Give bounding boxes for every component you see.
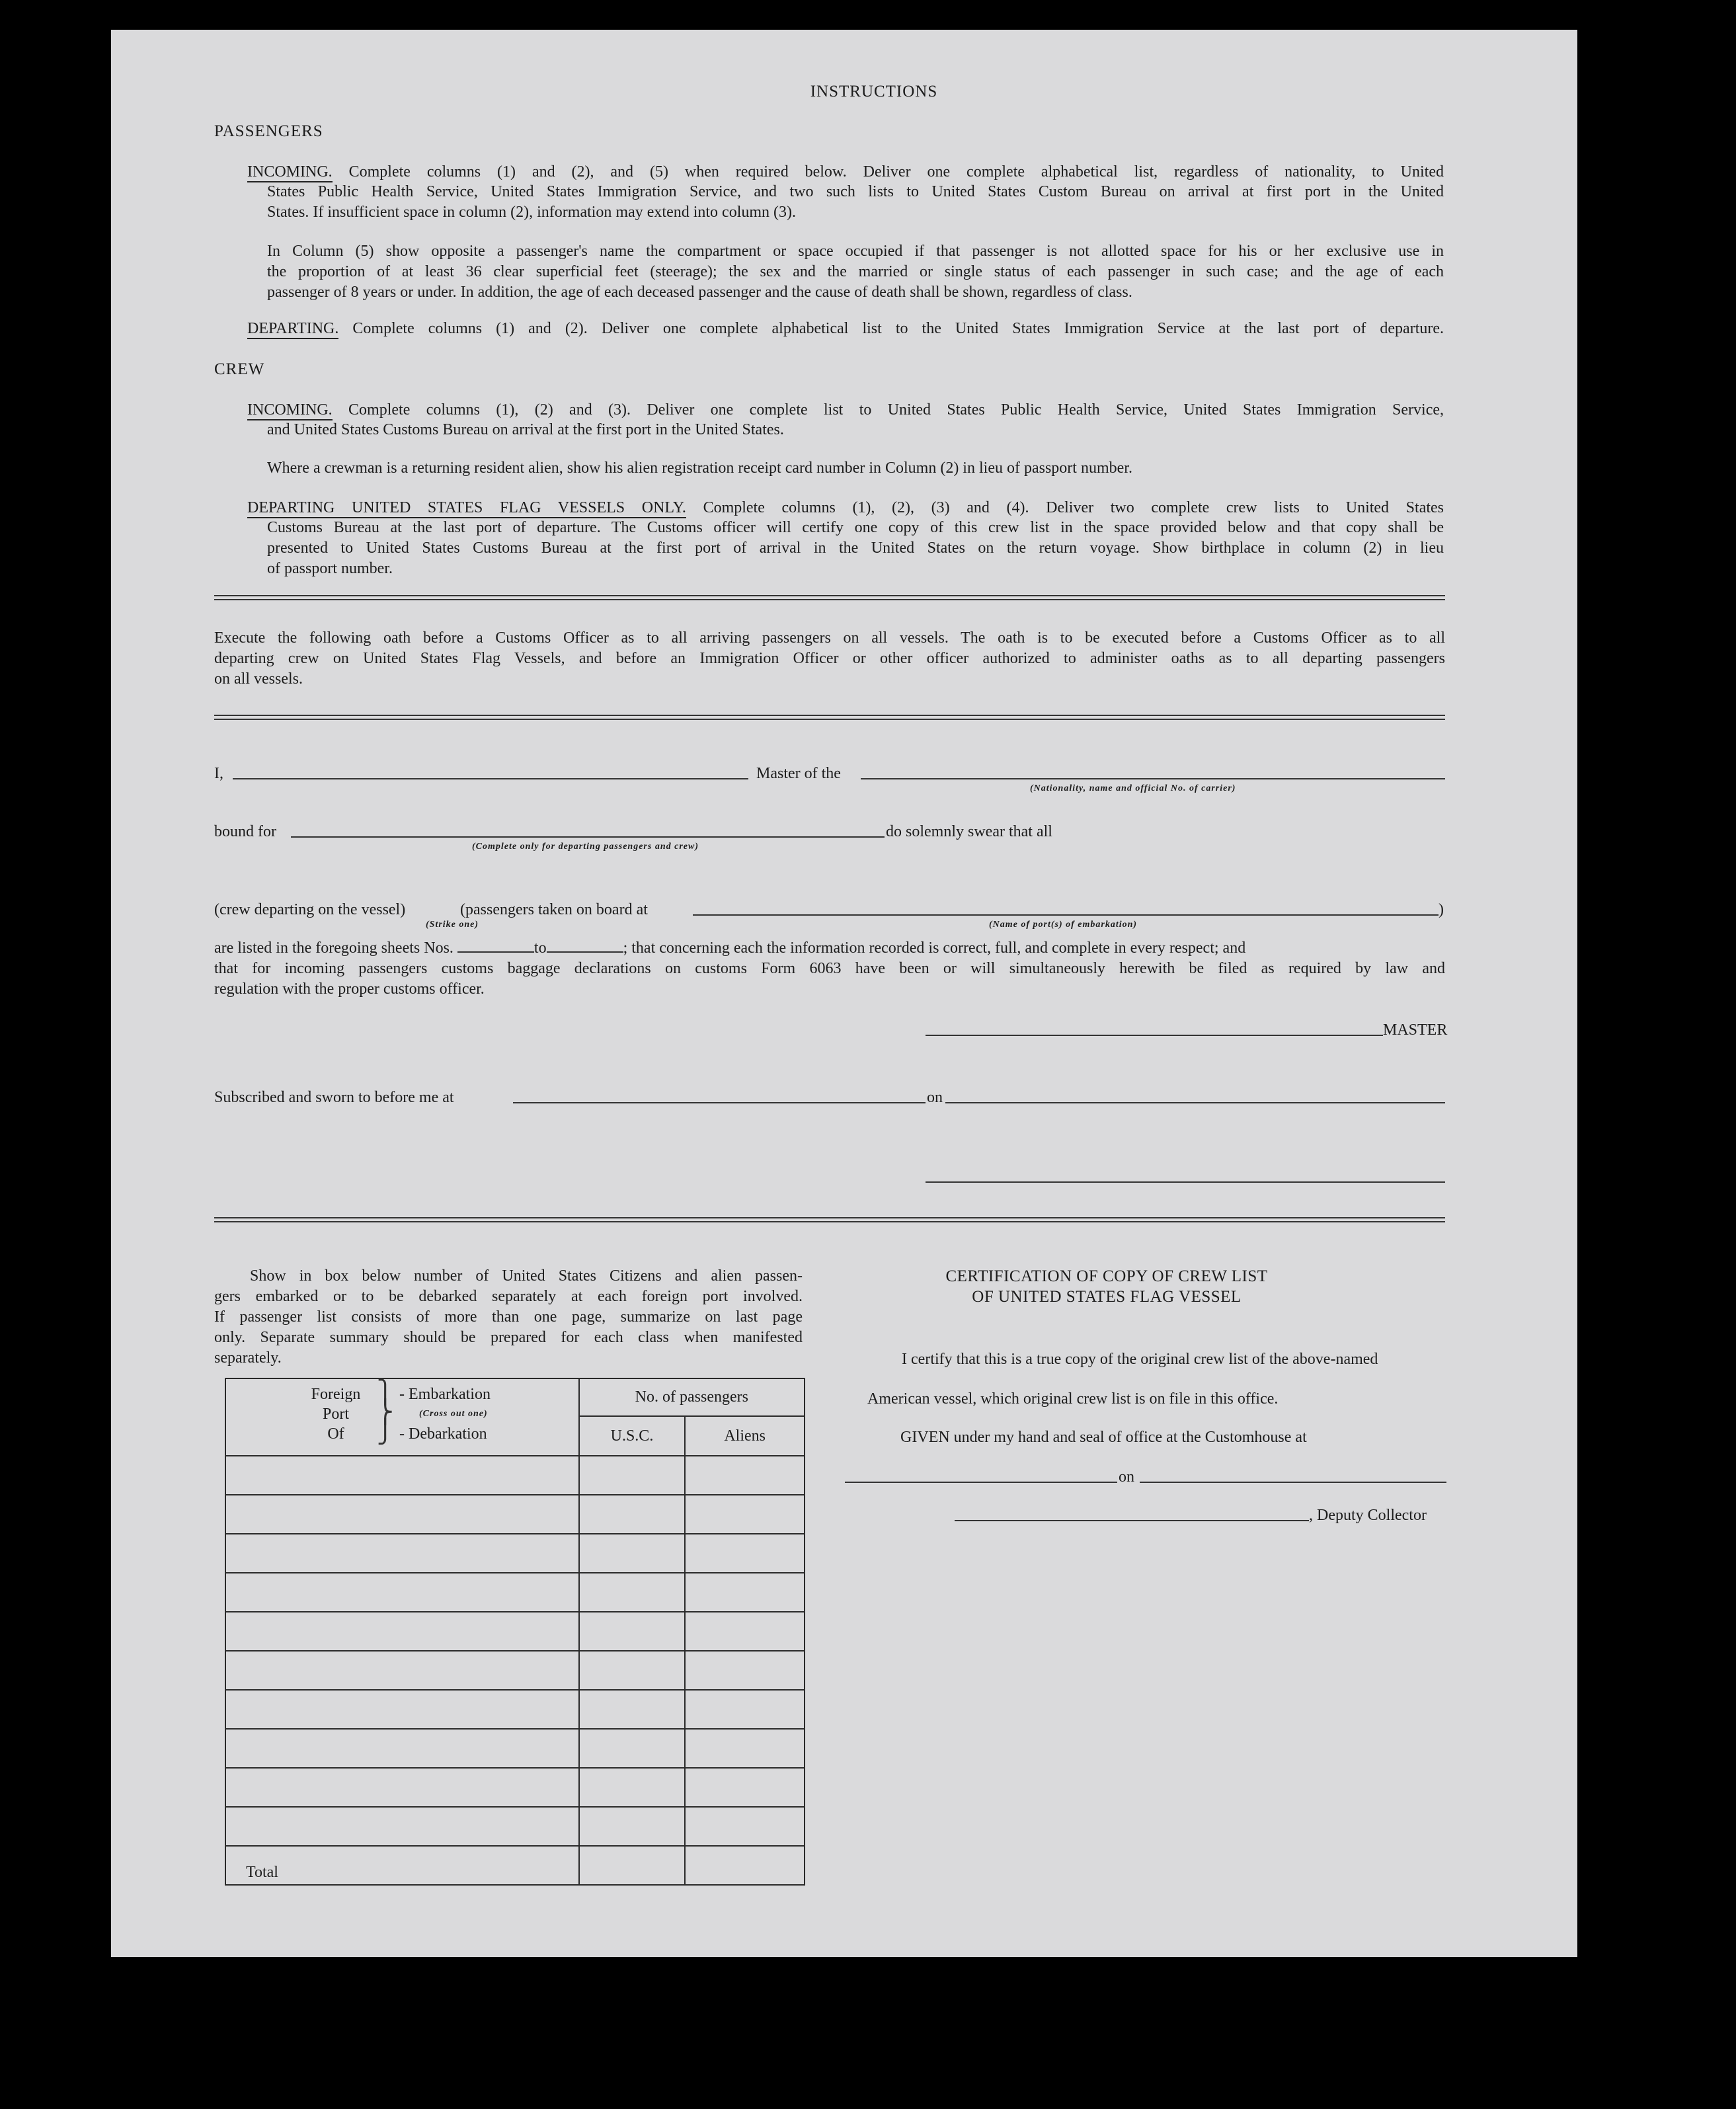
officer-signature-field[interactable] — [926, 1181, 1445, 1183]
passengers-heading: PASSENGERS — [214, 122, 323, 140]
master-signature-field[interactable] — [926, 1035, 1383, 1036]
oath-intro-line1: Execute the following oath before a Customs Officer as to all arriving passengers on all vessels. The oath is to be executed before a Customs Officer as to all — [214, 629, 1445, 647]
port-cell[interactable] — [225, 1495, 579, 1534]
deputy-collector-label: , Deputy Collector — [1309, 1507, 1427, 1524]
oath-line2: that for incoming passengers customs baggage declarations on customs Form 6063 have been or will simultaneously herewith be filed as required by law and — [214, 960, 1445, 977]
sheets-from-field[interactable] — [457, 938, 534, 953]
usc-cell[interactable] — [579, 1573, 686, 1612]
aliens-header: Aliens — [685, 1416, 805, 1456]
port-cell[interactable] — [225, 1807, 579, 1846]
oath-passengers-taken[interactable]: (passengers taken on board at — [460, 901, 648, 918]
passengers-incoming-label: INCOMING. — [247, 163, 333, 182]
crew-incoming-line2: and United States Customs Bureau on arrival at the first port in the United States. — [267, 421, 784, 438]
usc-cell[interactable] — [579, 1768, 686, 1807]
passengers-col5-line1: In Column (5) show opposite a passenger's name the compartment or space occupied if that passenger is not allotted space for his or her exclusive use in — [267, 243, 1444, 260]
given-text: GIVEN under my hand and seal of office at the Customhouse at — [900, 1429, 1307, 1446]
oath-listed-text-b: ; that concerning each the information recorded is correct, full, and complete in every respect; and — [623, 939, 1246, 957]
sworn-on-label: on — [927, 1089, 943, 1106]
certification-date-field[interactable] — [1140, 1482, 1446, 1483]
port-cell[interactable] — [225, 1729, 579, 1768]
bracket-icon: ⎫ ⎬ ⎭ — [377, 1380, 394, 1445]
oath-swear-text: do solemnly swear that all — [886, 823, 1052, 840]
certification-title-line2: OF UNITED STATES FLAG VESSEL — [972, 1288, 1242, 1306]
usc-cell[interactable] — [579, 1495, 686, 1534]
cross-out-caption: (Cross out one) — [419, 1409, 488, 1419]
aliens-cell[interactable] — [685, 1612, 805, 1651]
crew-incoming-block — [247, 400, 1444, 420]
of-label: Of — [327, 1425, 344, 1443]
summary-line2: gers embarked or to be debarked separately at each foreign port involved. — [214, 1288, 803, 1305]
port-header-cell — [225, 1378, 579, 1456]
divider-2 — [214, 715, 1445, 720]
passengers-departing-block — [247, 319, 1444, 339]
crew-alien-text: Where a crewman is a returning resident alien, show his alien registration receipt card number in Column (2) in lieu of passport number. — [267, 459, 1132, 477]
table-row — [225, 1534, 805, 1573]
table-row — [225, 1690, 805, 1729]
certification-title-line1: CERTIFICATION OF COPY OF CREW LIST — [945, 1267, 1268, 1285]
usc-cell[interactable] — [579, 1651, 686, 1690]
deputy-signature-field[interactable] — [955, 1520, 1309, 1521]
usc-cell[interactable] — [579, 1690, 686, 1729]
sheets-to-field[interactable] — [547, 938, 623, 953]
port-cell[interactable] — [225, 1456, 579, 1495]
total-label: Total — [225, 1846, 579, 1885]
certification-title — [922, 1266, 1622, 1307]
table-row — [225, 1807, 805, 1846]
port-cell[interactable] — [225, 1768, 579, 1807]
foreign-label: Foreign — [311, 1386, 361, 1403]
oath-i-label: I, — [214, 765, 223, 782]
oath-listed-to: to — [533, 939, 547, 957]
port-cell[interactable] — [225, 1612, 579, 1651]
port-cell[interactable] — [225, 1690, 579, 1729]
passengers-col5-line3: passenger of 8 years or under. In addition, the age of each deceased passenger and the cause of death shall be shown, regardless of class. — [267, 284, 1132, 301]
debarkation-label[interactable]: - Debarkation — [399, 1425, 487, 1443]
passengers-incoming-block — [247, 162, 1444, 182]
sworn-place-field[interactable] — [513, 1102, 926, 1103]
oath-bound-for-label: bound for — [214, 823, 276, 840]
certify-text: I certify that this is a true copy of the original crew list of the above-named — [902, 1351, 1378, 1368]
usc-cell[interactable] — [579, 1456, 686, 1495]
passengers-col5-line2: the proportion of at least 36 clear superficial feet (steerage); the sex and the married or single status of each passenger in such case; and the age of each — [267, 263, 1444, 280]
oath-intro — [214, 628, 1445, 690]
total-aliens-cell[interactable] — [685, 1846, 805, 1885]
passengers-departing-label: DEPARTING. — [247, 320, 338, 339]
sworn-date-field[interactable] — [945, 1102, 1445, 1103]
crew-departing-line1: Complete columns (1), (2), (3) and (4). Deliver two complete crew lists to United States — [703, 499, 1444, 516]
summary-instructions — [214, 1266, 803, 1369]
summary-line1: Show in box below number of United States Citizens and alien passen- — [250, 1267, 803, 1285]
oath-crew-departing[interactable]: (crew departing on the vessel) — [214, 901, 406, 918]
no-passengers-header: No. of passengers — [579, 1378, 805, 1416]
passengers-incoming-line3: States. If insufficient space in column (2), information may extend into column (3). — [267, 204, 797, 221]
strike-one-caption: (Strike one) — [426, 920, 479, 930]
crew-incoming-label: INCOMING. — [247, 401, 333, 420]
passengers-incoming-line2: States Public Health Service, United States Immigration Service, and two such lists to United States Custom Bureau on arrival at first port in the United — [267, 183, 1444, 200]
oath-close-paren: ) — [1439, 901, 1444, 918]
oath-intro-line3: on all vessels. — [214, 670, 303, 688]
carrier-field[interactable] — [861, 778, 1445, 779]
oath-line3: regulation with the proper customs officer. — [214, 980, 485, 998]
crew-heading: CREW — [214, 360, 265, 378]
crew-departing-cont — [267, 518, 1444, 579]
crew-departing-label: DEPARTING UNITED STATES FLAG VESSELS ONLY. — [247, 499, 686, 518]
usc-cell[interactable] — [579, 1534, 686, 1573]
table-row — [225, 1456, 805, 1495]
aliens-cell[interactable] — [685, 1573, 805, 1612]
summary-line4: only. Separate summary should be prepared for each class when manifested — [214, 1329, 803, 1346]
table-row — [225, 1495, 805, 1534]
master-name-field[interactable] — [233, 778, 748, 779]
table-row — [225, 1612, 805, 1651]
passengers-incoming-line1: Complete columns (1) and (2), and (5) when required below. Deliver one complete alphabetical list, regardless of nationality, to United — [348, 163, 1444, 180]
port-label: Port — [322, 1406, 349, 1423]
crew-departing-line3: presented to United States Customs Bureau at the first port of arrival in the United States on the return voyage. Show birthplace in column (2) in lieu — [267, 539, 1444, 557]
bound-for-field[interactable] — [291, 836, 885, 838]
oath-intro-line2: departing crew on United States Flag Vessels, and before an Immigration Officer or other officer authorized to administer oaths as to all departing passengers — [214, 650, 1445, 667]
total-row — [225, 1846, 805, 1885]
crew-departing-line4: of passport number. — [267, 560, 393, 577]
master-label: MASTER — [1383, 1021, 1448, 1039]
oath-listed-text-a: are listed in the foregoing sheets Nos. — [214, 939, 454, 957]
port-cell[interactable] — [225, 1651, 579, 1690]
oath-listed-line — [214, 938, 1445, 959]
port-cell[interactable] — [225, 1534, 579, 1573]
aliens-cell[interactable] — [685, 1807, 805, 1846]
crew-incoming-line1: Complete columns (1), (2) and (3). Deliver one complete list to United States Public Health Service, United States Immigration Service, — [348, 401, 1444, 418]
certification-on-label: on — [1119, 1468, 1134, 1486]
crew-departing-line2: Customs Bureau at the last port of departure. The Customs officer will certify one copy of this crew list in the space provided below and that copy shall be — [267, 519, 1444, 536]
divider-3 — [214, 1217, 1445, 1222]
crew-departing-block — [247, 498, 1444, 518]
form-page — [111, 30, 1577, 1957]
aliens-cell[interactable] — [685, 1534, 805, 1573]
page-title: INSTRUCTIONS — [810, 83, 938, 100]
ports-caption: (Name of port(s) of embarkation) — [989, 920, 1138, 930]
bound-for-caption: (Complete only for departing passengers and crew) — [472, 842, 699, 852]
subscribed-label: Subscribed and sworn to before me at — [214, 1089, 454, 1106]
summary-line5: separately. — [214, 1349, 282, 1367]
table-row — [225, 1768, 805, 1807]
aliens-cell[interactable] — [685, 1690, 805, 1729]
embarkation-label[interactable]: - Embarkation — [399, 1386, 491, 1403]
aliens-cell[interactable] — [685, 1456, 805, 1495]
divider-1 — [214, 595, 1445, 600]
port-cell[interactable] — [225, 1573, 579, 1612]
total-usc-cell[interactable] — [579, 1846, 686, 1885]
passengers-col5-block — [267, 241, 1444, 303]
summary-line3: If passenger list consists of more than one page, summarize on last page — [214, 1308, 803, 1326]
american-vessel-text: American vessel, which original crew list is on file in this office. — [867, 1390, 1279, 1408]
customhouse-field[interactable] — [845, 1482, 1117, 1483]
passengers-incoming-cont — [267, 182, 1444, 223]
usc-cell[interactable] — [579, 1729, 686, 1768]
aliens-cell[interactable] — [685, 1729, 805, 1768]
usc-cell[interactable] — [579, 1612, 686, 1651]
aliens-cell[interactable] — [685, 1768, 805, 1807]
aliens-cell[interactable] — [685, 1495, 805, 1534]
passenger-summary-table — [225, 1378, 805, 1886]
usc-cell[interactable] — [579, 1807, 686, 1846]
table-row — [225, 1729, 805, 1768]
table-row — [225, 1573, 805, 1612]
table-row — [225, 1651, 805, 1690]
usc-header: U.S.C. — [579, 1416, 686, 1456]
carrier-caption: (Nationality, name and official No. of carrier) — [1030, 783, 1236, 793]
oath-master-of-label: Master of the — [756, 765, 841, 782]
oath-listed-cont — [214, 959, 1445, 1000]
aliens-cell[interactable] — [685, 1651, 805, 1690]
embarkation-ports-field[interactable] — [693, 914, 1439, 916]
passengers-departing-text: Complete columns (1) and (2). Deliver one complete alphabetical list to the United States Immigration Service at the last port of departure. — [352, 320, 1444, 337]
